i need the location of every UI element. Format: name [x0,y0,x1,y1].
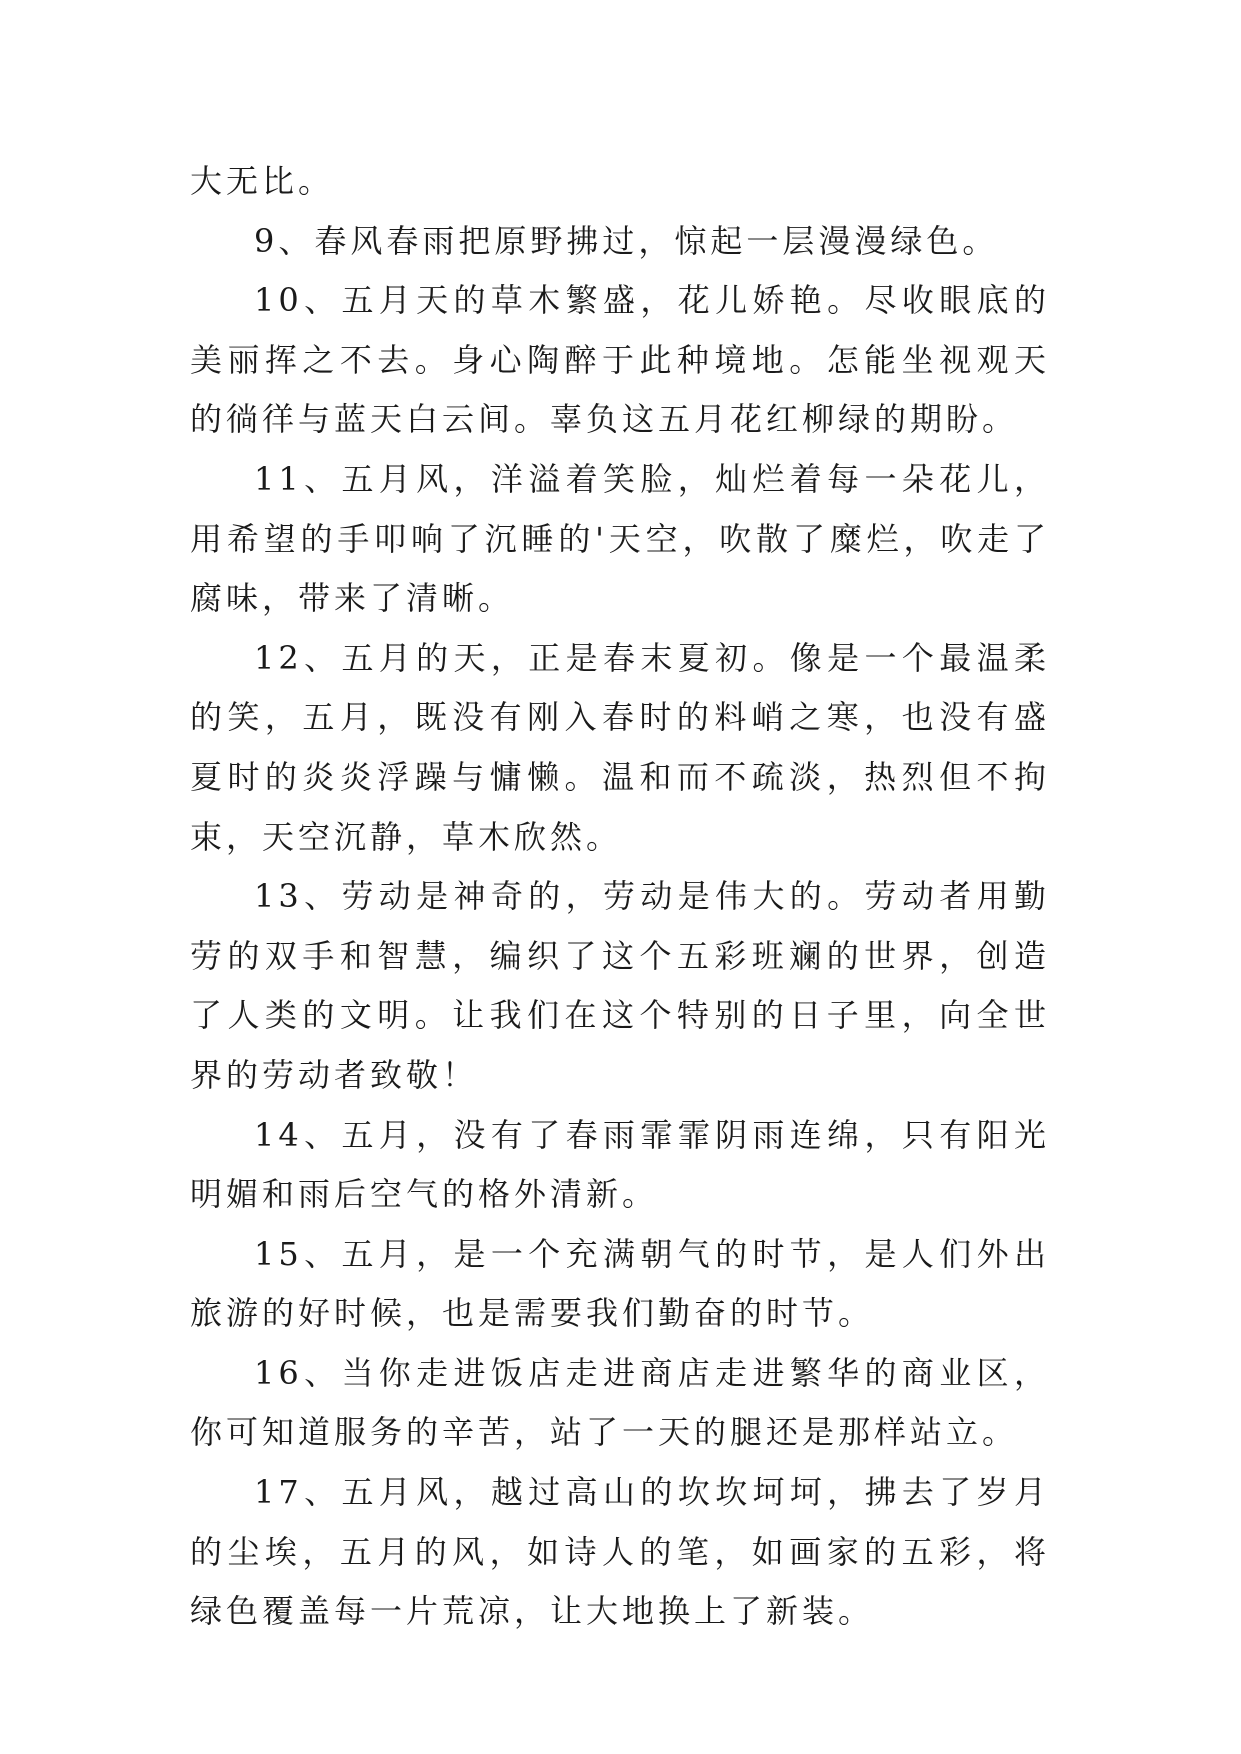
paragraph-continuation: 大无比。 [190,162,335,200]
paragraph-item-13: 13、劳动是神奇的，劳动是伟大的。劳动者用勤劳的双手和智慧，编织了这个五彩班斓的世界，创造了人类的文明。让我们在这个特别的日子里，向全世界的劳动者致敬！ [190,877,1050,1094]
paragraph-item-12: 12、五月的天，正是春末夏初。像是一个最温柔的笑，五月，既没有刚入春时的料峭之寒，也没有盛夏时的炎炎浮躁与慵懒。温和而不疏淡，热烈但不拘束，天空沉静，草木欣然。 [190,638,1050,856]
paragraph-item-16: 16、当你走进饭店走进商店走进繁华的商业区，你可知道服务的辛苦，站了一天的腿还是那样站立。 [190,1353,1050,1452]
paragraph-item-10: 10、五月天的草木繁盛，花儿娇艳。尽收眼底的美丽挥之不去。身心陶醉于此种境地。怎能坐视观天的徜徉与蓝天白云间。辜负这五月花红柳绿的期盼。 [190,281,1050,439]
document-body [190,152,1050,1642]
paragraph-item-17: 17、五月风，越过高山的坎坎坷坷，拂去了岁月的尘埃，五月的风，如诗人的笔，如画家的五彩，将绿色覆盖每一片荒凉，让大地换上了新装。 [190,1473,1050,1631]
paragraph-item-14: 14、五月，没有了春雨霏霏阴雨连绵，只有阳光明媚和雨后空气的格外清新。 [190,1115,1050,1214]
paragraph-item-9: 9、春风春雨把原野拂过，惊起一层漫漫绿色。 [254,221,999,260]
paragraph-item-11: 11、五月风，洋溢着笑脸，灿烂着每一朵花儿，用希望的手叩响了沉睡的'天空，吹散了糜烂，吹走了腐味，带来了清晰。 [190,459,1050,618]
paragraph-item-15: 15、五月，是一个充满朝气的时节，是人们外出旅游的好时候，也是需要我们勤奋的时节。 [190,1234,1050,1333]
